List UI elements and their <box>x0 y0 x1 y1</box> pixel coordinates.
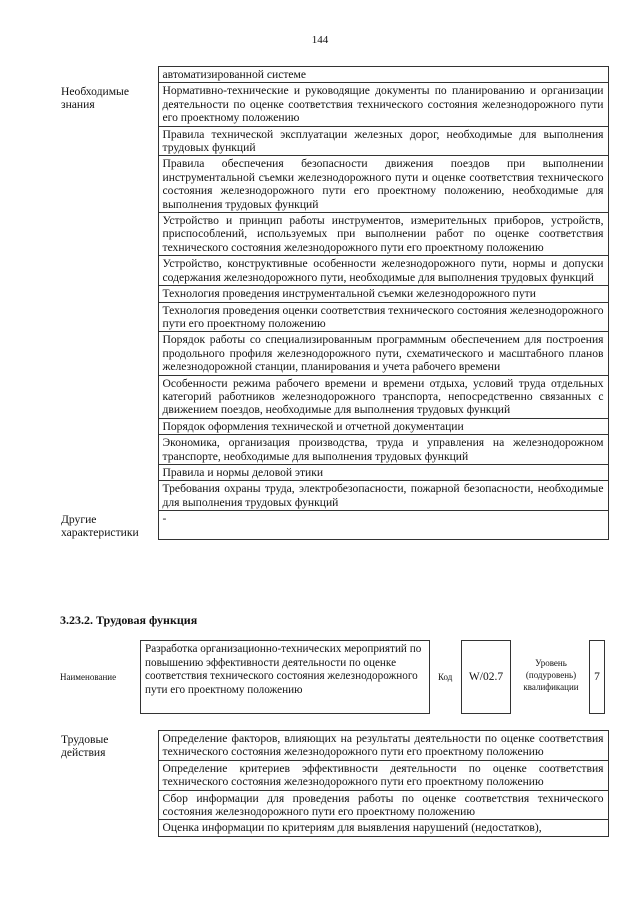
knowledge-table <box>58 66 609 540</box>
knowledge-item-text: Порядок оформления технической и отчетной документации <box>158 418 608 434</box>
other-row <box>58 511 608 540</box>
function-name-box: Разработка организационно-технических мероприятий по повышению эффективности деятельности по оценке соответствия технического состояния железнодорожного пути его проектному положению <box>140 640 430 714</box>
name-label: Наименование <box>60 672 117 682</box>
knowledge-item-text: Устройство, конструктивные особенности железнодорожного пути, нормы и допуски содержания железнодорожного пути, необходимые для выполнения трудовых функций <box>158 256 608 286</box>
knowledge-item-text: Правила обеспечения безопасности движения поездов при выполнении инструментальной съемки железнодорожного пути и оценке соответствия технического состояния железнодорожного пути его проектному положению, необходимые для выполнения трудовых функций <box>158 156 608 213</box>
section-title: 3.23.2. Трудовая функция <box>60 613 198 627</box>
continuation-text: автоматизированной системе <box>158 67 608 83</box>
code-label: Код <box>438 672 453 682</box>
other-label: Другие характеристики <box>61 512 139 540</box>
knowledge-item-text: Технология проведения оценки соответствия технического состояния железнодорожного пути его проектному положению <box>158 302 608 332</box>
knowledge-label: Необходимые знания <box>61 84 129 112</box>
knowledge-item-text: Экономика, организация производства, труда и управления на железнодорожном транспорте, необходимые для выполнения трудовых функций <box>158 435 608 465</box>
continuation-row <box>58 67 608 83</box>
knowledge-item-text: Особенности режима рабочего времени и времени отдыха, условий труда отдельных категорий работников железнодорожного транспорта, непосредственно связанных с движением поездов, необходимые для выполнения трудовых функций <box>158 375 608 418</box>
knowledge-item-text: Правила технической эксплуатации железных дорог, необходимые для выполнения трудовых функций <box>158 126 608 156</box>
knowledge-item-text: Требования охраны труда, электробезопасности, пожарной безопасности, необходимые для выполнения трудовых функций <box>158 481 608 511</box>
level-label: Уровень (подуровень) квалификации <box>523 658 579 692</box>
knowledge-item-text: Технология проведения инструментальной съемки железнодорожного пути <box>158 286 608 302</box>
knowledge-item-text: Порядок работы со специализированным программным обеспечением для построения продольного профиля железнодорожного пути, схематического и масштабного планов железнодорожной станции, планирования и учета рабочего времени <box>158 332 608 375</box>
knowledge-item-text: Устройство и принцип работы инструментов, измерительных приборов, устройств, приспособлений, используемых при выполнении работ по оценке соответствия технического состояния железнодорожного пути его проектному положению <box>158 213 608 256</box>
action-item-text: Оценка информации по критериям для выявления нарушений (недостатков), <box>158 820 608 836</box>
action-item-text: Определение критериев эффективности деятельности по оценке соответствия технического состояния железнодорожного пути его проектному положению <box>158 760 608 790</box>
knowledge-item-text: Нормативно-технические и руководящие документы по планированию и организации деятельности по оценке соответствия технического состояния железнодорожного пути его проектному положению <box>158 83 608 126</box>
level-value-box: 7 <box>589 640 605 714</box>
action-item <box>58 731 608 761</box>
action-item-text: Сбор информации для проведения работы по оценке соответствия технического состояния железнодорожного пути его проектному положению <box>158 790 608 820</box>
actions-table <box>58 730 609 837</box>
other-value: - <box>158 511 608 540</box>
knowledge-item <box>58 83 608 126</box>
empty-label <box>58 67 158 83</box>
knowledge-item-text: Правила и нормы деловой этики <box>158 464 608 480</box>
code-value-box: W/02.7 <box>461 640 511 714</box>
actions-label: Трудовые действия <box>61 732 109 759</box>
page-number: 144 <box>311 34 329 46</box>
action-item-text: Определение факторов, влияющих на результаты деятельности по оценке соответствия технического состояния железнодорожного пути его проектному положению <box>158 731 608 761</box>
